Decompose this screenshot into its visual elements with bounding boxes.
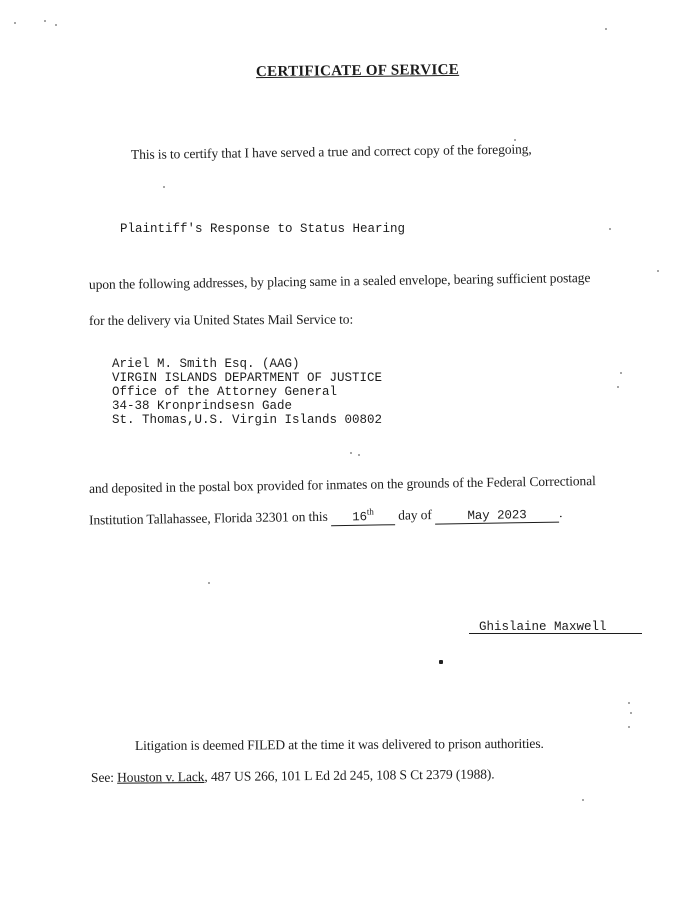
month-blank bbox=[435, 506, 559, 524]
address-line: 34-38 Kronprindsesn Gade bbox=[112, 399, 293, 413]
scan-speck bbox=[628, 726, 630, 728]
institution-text: Institution Tallahassee, Florida 32301 on this bbox=[88, 508, 328, 528]
service-statement-line2: for the delivery via United States Mail Service to: bbox=[88, 311, 354, 328]
scan-speck bbox=[605, 28, 607, 30]
day-suffix: th bbox=[366, 506, 374, 517]
recipient-address bbox=[112, 357, 382, 427]
page-title: CERTIFICATE OF SERVICE bbox=[255, 61, 460, 81]
scan-speck bbox=[55, 24, 57, 26]
signature-line bbox=[469, 633, 642, 634]
filing-note: Litigation is deemed FILED at the time it was delivered to prison authorities. bbox=[134, 735, 544, 753]
scan-speck bbox=[350, 452, 352, 454]
citation-see: See: bbox=[90, 769, 114, 785]
address-line: Ariel M. Smith Esq. (AAG) bbox=[112, 357, 300, 371]
deposit-statement-line2 bbox=[89, 502, 563, 530]
signature-name: Ghislaine Maxwell bbox=[479, 620, 607, 634]
scan-speck bbox=[620, 372, 622, 374]
citation-reference: , 487 US 266, 101 L Ed 2d 245, 108 S Ct 2379 (1988). bbox=[204, 766, 495, 785]
service-statement-line1: upon the following addresses, by placing same in a sealed envelope, bearing sufficient postage bbox=[88, 270, 591, 292]
day-blank bbox=[331, 504, 395, 526]
scan-speck bbox=[514, 139, 516, 141]
address-line: VIRGIN ISLANDS DEPARTMENT OF JUSTICE bbox=[112, 371, 383, 385]
scan-speck bbox=[609, 228, 611, 230]
document-title: Plaintiff's Response to Status Hearing bbox=[120, 222, 406, 236]
day-of-text: day of bbox=[398, 507, 432, 523]
ink-dot bbox=[439, 660, 443, 664]
scan-speck bbox=[657, 270, 659, 272]
scan-speck bbox=[44, 20, 46, 22]
address-line: St. Thomas,U.S. Virgin Islands 00802 bbox=[112, 413, 383, 427]
scan-speck bbox=[163, 186, 165, 188]
scan-speck bbox=[358, 454, 360, 456]
certification-statement: This is to certify that I have served a true and correct copy of the foregoing, bbox=[130, 141, 532, 162]
case-citation bbox=[91, 766, 495, 786]
citation-case-name: Houston v. Lack bbox=[117, 769, 205, 785]
scan-speck bbox=[617, 386, 619, 388]
scan-speck bbox=[630, 712, 632, 714]
scan-speck bbox=[628, 702, 630, 704]
month-year: May 2023 bbox=[467, 507, 527, 523]
scan-speck bbox=[582, 799, 584, 801]
deposit-statement-line1: and deposited in the postal box provided for inmates on the grounds of the Federal Correctional bbox=[88, 473, 596, 496]
closing-period: . bbox=[558, 505, 563, 521]
day-number: 16 bbox=[352, 510, 368, 525]
scan-speck bbox=[14, 22, 16, 24]
address-line: Office of the Attorney General bbox=[112, 385, 338, 399]
scan-speck bbox=[208, 582, 210, 584]
